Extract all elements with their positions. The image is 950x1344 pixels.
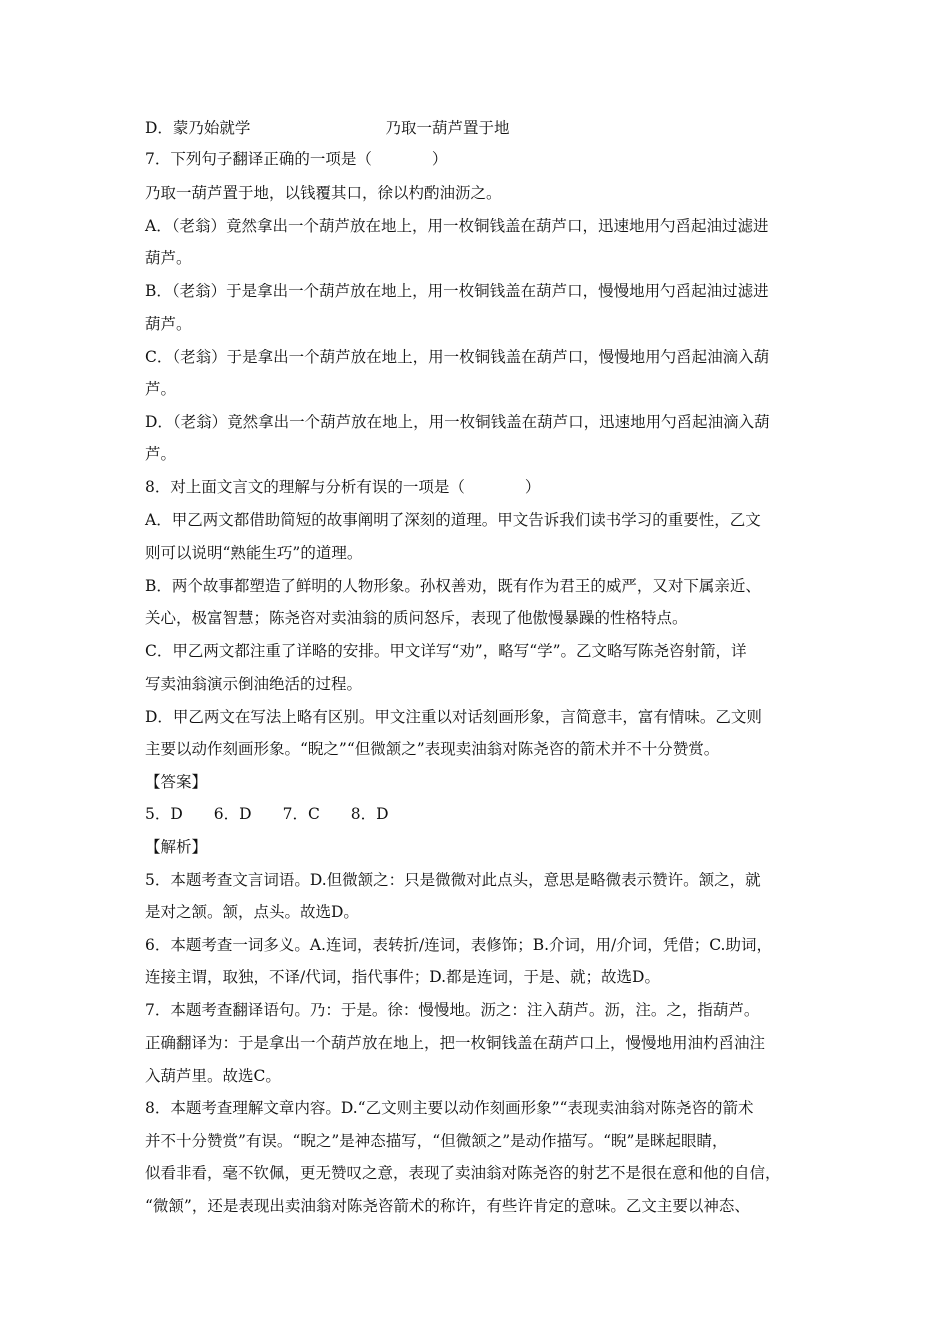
- q7-option-d-cont: 芦。: [145, 445, 177, 463]
- question-7-paren: ）: [431, 150, 448, 168]
- analysis-8-cont: 并不十分赞赏”有误。“睨之”是神态描写，“但微颔之”是动作描写。“睨”是眯起眼睛，: [145, 1132, 728, 1150]
- q7-option-b-cont: 葫芦。: [145, 315, 192, 333]
- q8-option-b-cont: 关心，极富智慧；陈尧咨对卖油翁的质问怒斥，表现了他傲慢暴躁的性格特点。: [145, 609, 688, 627]
- question-7-text: 7．下列句子翻译正确的一项是（: [145, 150, 372, 168]
- analysis-7-cont: 正确翻译为：于是拿出一个葫芦放在地上，把一枚铜钱盖在葫芦口上，慢慢地用油杓舀油注: [145, 1034, 766, 1052]
- question-7-sentence: 乃取一葫芦置于地，以钱覆其口，徐以杓酌油沥之。: [145, 184, 502, 202]
- analysis-6: 6．本题考查一词多义。A.连词，表转折/连词，表修饰；B.介词，用/介词，凭借；C.助词，: [145, 936, 772, 954]
- q8-option-c-cont: 写卖油翁演示倒油绝活的过程。: [145, 675, 363, 693]
- question-8-paren: ）: [524, 478, 541, 496]
- q8-option-d-cont: 主要以动作刻画形象。“睨之”“但微颔之”表现卖油翁对陈尧咨的箭术并不十分赞赏。: [145, 740, 720, 758]
- analysis-8-cont-3: “微颔”，还是表现出卖油翁对陈尧咨箭术的称许，有些许肯定的意味。乙文主要以神态、: [145, 1197, 750, 1215]
- analysis-8: 8．本题考查理解文章内容。D.“乙文则主要以动作刻画形象”“表现卖油翁对陈尧咨的箭术: [145, 1099, 754, 1117]
- q7-option-a-cont: 葫芦。: [145, 249, 192, 267]
- answer-heading: 【答案】: [145, 773, 208, 791]
- answer-values: 5．D 6．D 7．C 8．D: [145, 805, 389, 823]
- analysis-5: 5．本题考查文言词语。D.但微颔之：只是微微对此点头，意思是略微表示赞许。颔之，就: [145, 871, 761, 889]
- question-7: [145, 148, 805, 170]
- q7-option-d: D．（老翁）竟然拿出一个葫芦放在地上，用一枚铜钱盖在葫芦口，迅速地用勺舀起油滴入葫: [145, 413, 770, 431]
- q7-option-a: A．（老翁）竟然拿出一个葫芦放在地上，用一枚铜钱盖在葫芦口，迅速地用勺舀起油过滤进: [145, 217, 769, 235]
- question-8: [145, 476, 805, 498]
- analysis-7: 7．本题考查翻译语句。乃：于是。徐：慢慢地。沥之：注入葫芦。沥，注。之，指葫芦。: [145, 1001, 760, 1019]
- analysis-8-cont-2: 似看非看，毫不钦佩，更无赞叹之意，表现了卖油翁对陈尧咨的射艺不是很在意和他的自信，: [145, 1164, 781, 1182]
- q8-option-c: C．甲乙两文都注重了详略的安排。甲文详写“劝”，略写“学”。乙文略写陈尧咨射箭，详: [145, 642, 747, 660]
- q8-option-a: A．甲乙两文都借助简短的故事阐明了深刻的道理。甲文告诉我们读书学习的重要性，乙文: [145, 511, 761, 529]
- analysis-5-cont: 是对之颔。颔，点头。故选D。: [145, 903, 359, 921]
- option-d-right: 乃取一葫芦置于地: [385, 119, 510, 137]
- analysis-6-cont: 连接主谓，取独，不译/代词，指代事件；D.都是连词，于是、就；故选D。: [145, 968, 660, 986]
- option-d-q6: [145, 117, 805, 139]
- q8-option-d: D．甲乙两文在写法上略有区别。甲文注重以对话刻画形象，言简意丰，富有情味。乙文则: [145, 708, 762, 726]
- q7-option-b: B．（老翁）于是拿出一个葫芦放在地上，用一枚铜钱盖在葫芦口，慢慢地用勺舀起油过滤进: [145, 282, 769, 300]
- q7-option-c: C．（老翁）于是拿出一个葫芦放在地上，用一枚铜钱盖在葫芦口，慢慢地用勺舀起油滴入葫: [145, 348, 770, 366]
- option-d-left: D．蒙乃始就学: [145, 119, 251, 137]
- q8-option-b: B．两个故事都塑造了鲜明的人物形象。孙权善劝，既有作为君王的威严，又对下属亲近、: [145, 577, 761, 595]
- analysis-heading: 【解析】: [145, 838, 208, 856]
- q7-option-c-cont: 芦。: [145, 380, 177, 398]
- q8-option-a-cont: 则可以说明“熟能生巧”的道理。: [145, 544, 363, 562]
- question-8-text: 8．对上面文言文的理解与分析有误的一项是（: [145, 478, 465, 496]
- analysis-7-cont-2: 入葫芦里。故选C。: [145, 1067, 281, 1085]
